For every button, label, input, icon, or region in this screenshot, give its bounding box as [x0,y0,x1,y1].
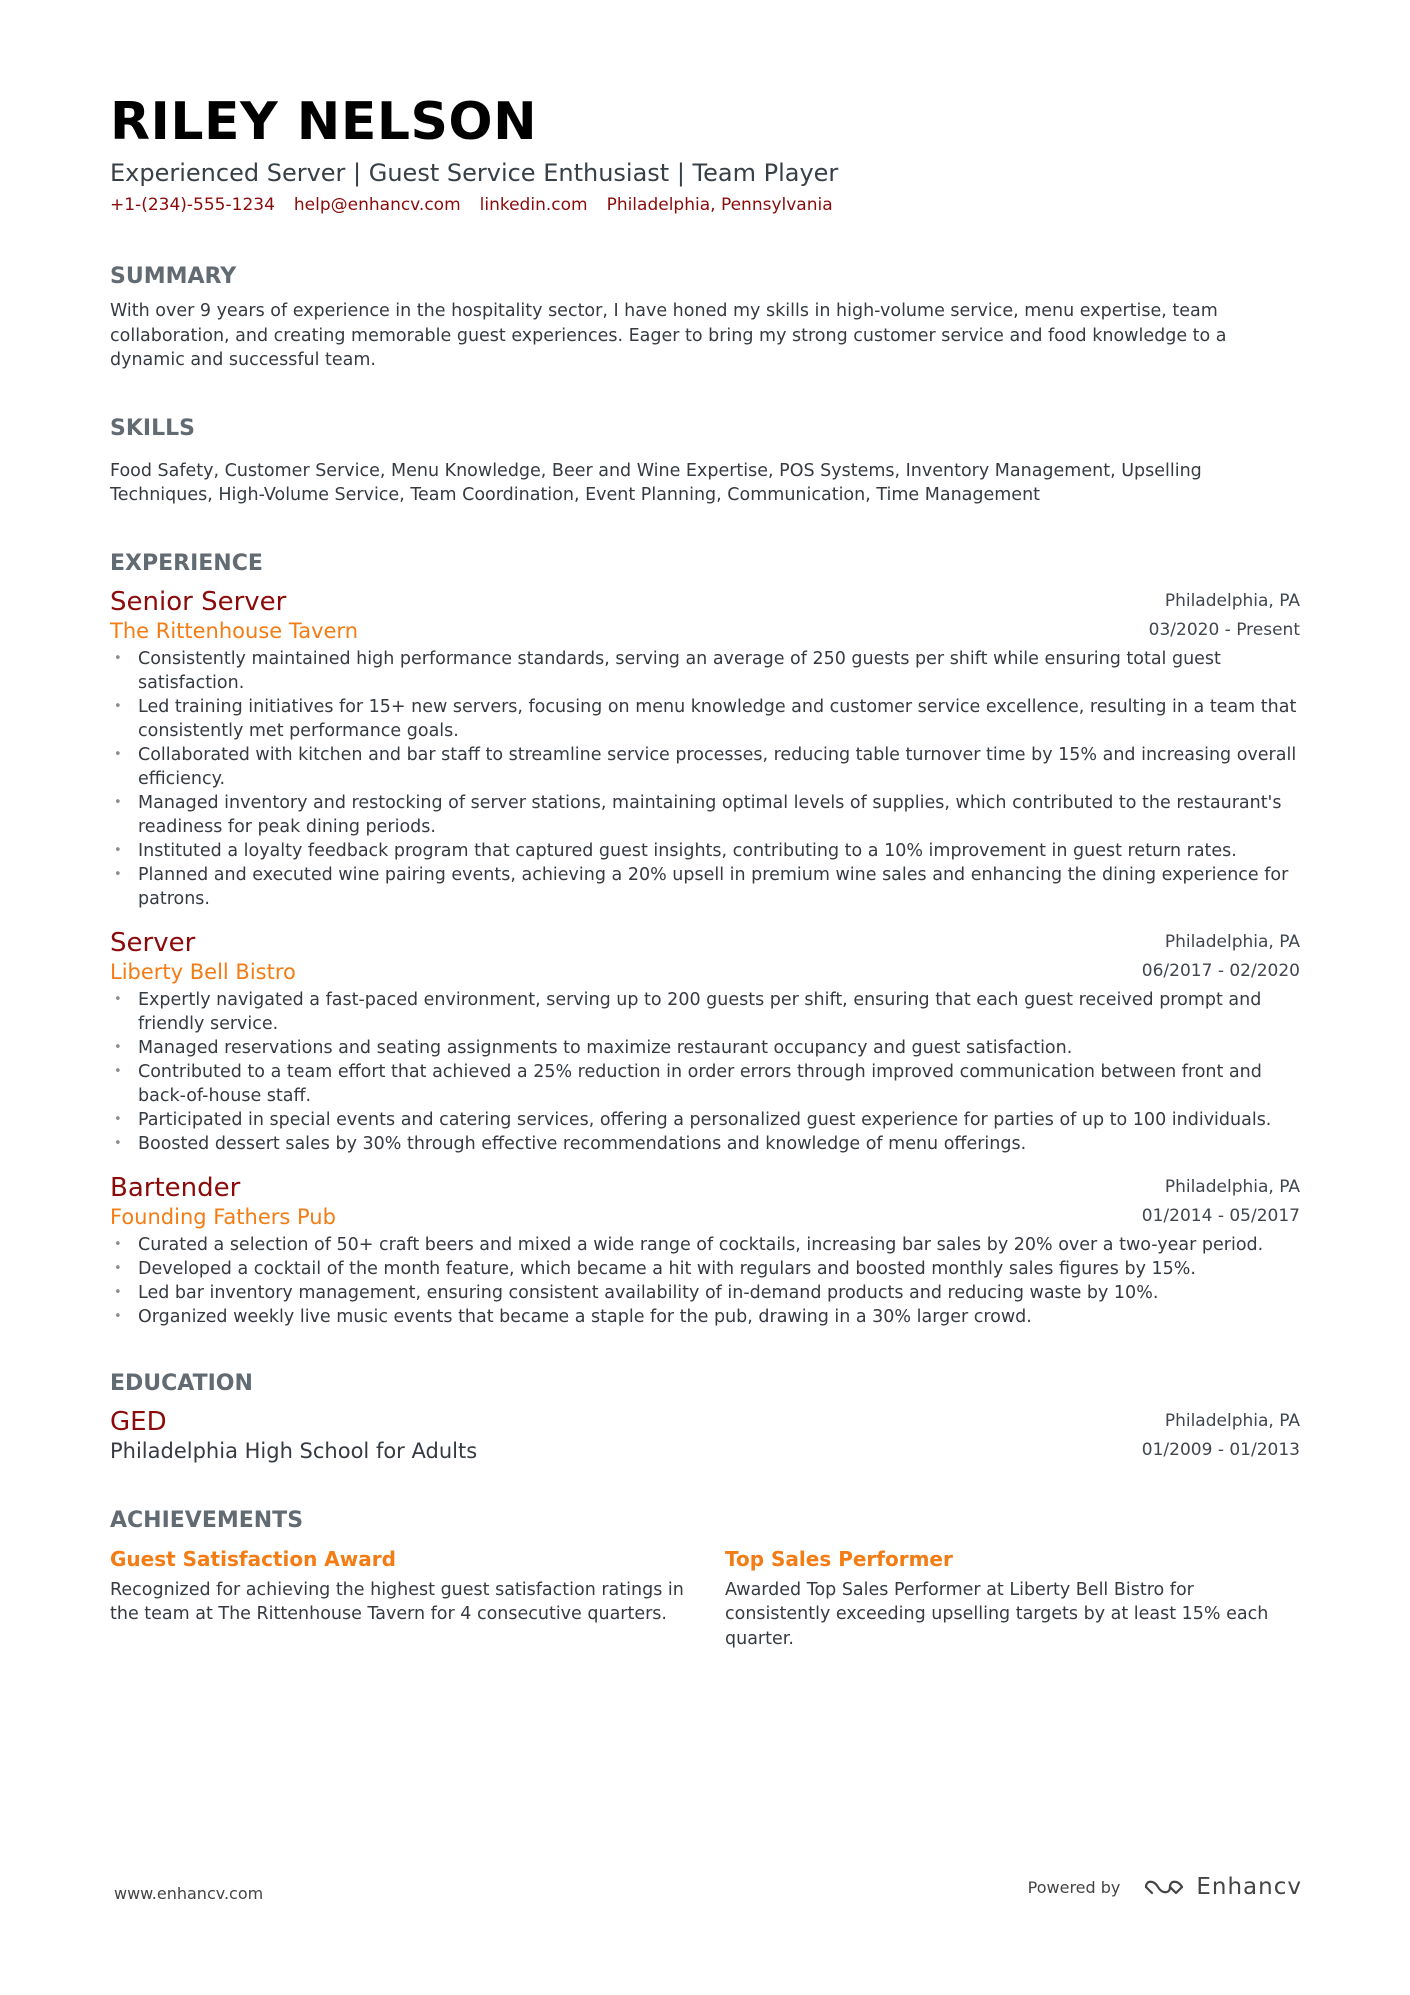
job-bullet: • Developed a cocktail of the month feature, which became a hit with regulars and boosted monthly sales figures by 15%. [110,1257,1300,1281]
job-bullet: • Collaborated with kitchen and bar staff to streamline service processes, reducing table turnover time by 15% and increasing overall efficiency. [110,743,1300,791]
achievement-title: Top Sales Performer [725,1546,953,1571]
footer-website[interactable]: www.enhancv.com [114,1884,264,1903]
job-header [110,587,1300,645]
education-section [110,1371,1300,1465]
education-title: EDUCATION [110,1370,253,1396]
achievement-text: Recognized for achieving the highest guest satisfaction ratings in the team at The Rittenhouse Tavern for 4 consecutive quarters. [110,1579,684,1624]
achievements-title: ACHIEVEMENTS [110,1507,304,1533]
job-bullets [110,988,1300,1156]
job-bullet: • Boosted dessert sales by 30% through effective recommendations and knowledge of menu offerings. [110,1132,1300,1156]
job-meta [1142,1173,1300,1231]
job-meta [1142,928,1300,986]
job-dates: 01/2014 - 05/2017 [1141,1205,1300,1226]
education-school: Philadelphia High School for Adults [110,1438,478,1463]
contact-phone[interactable]: +1-(234)-555-1234 [110,195,275,215]
job-bullet: • Curated a selection of 50+ craft beers and mixed a wide range of cocktails, increasing bar sales by 20% over a two-year period. [110,1233,1300,1257]
resume-content [110,92,1300,1651]
job-dates: 06/2017 - 02/2020 [1141,960,1300,981]
skills-title: SKILLS [110,415,195,441]
job-entry [110,928,1300,1156]
achievements-grid [110,1546,1300,1652]
job-location: Philadelphia, PA [1164,1176,1300,1197]
job-location: Philadelphia, PA [1164,590,1300,611]
job-bullet: • Consistently maintained high performance standards, serving an average of 250 guests per shift while ensuring total guest satisfaction. [110,647,1300,695]
education-entry [110,1407,1300,1465]
job-bullet: • Planned and executed wine pairing events, achieving a 20% upsell in premium wine sales and enhancing the dining experience for patrons. [110,863,1300,911]
job-company: The Rittenhouse Tavern [110,618,359,643]
job-dates: 03/2020 - Present [1148,619,1300,640]
skills-section [110,416,1300,508]
job-bullets [110,1233,1300,1329]
education-location: Philadelphia, PA [1164,1410,1300,1431]
skills-list: Food Safety, Customer Service, Menu Knowledge, Beer and Wine Expertise, POS Systems, Inventory Management, Upselling Techniques, High-Volume Service, Team Coordination, Event Planning, Communication, Time Management [110,460,1202,505]
achievement-text: Awarded Top Sales Performer at Liberty Bell Bistro for consistently exceeding upselling targets by at least 15% each quarter. [725,1579,1269,1649]
job-header [110,928,1300,986]
job-bullet: • Managed inventory and restocking of server stations, maintaining optimal levels of supplies, which contributed to the restaurant's readiness for peak dining periods. [110,791,1300,839]
candidate-name: RILEY NELSON [110,92,538,152]
enhancv-logo-icon [1142,1875,1186,1899]
resume-header [110,92,1300,216]
job-location: Philadelphia, PA [1164,931,1300,952]
job-title: Bartender [110,1172,241,1203]
job-bullet: • Managed reservations and seating assignments to maximize restaurant occupancy and guest satisfaction. [110,1036,1300,1060]
achievements-section [110,1508,1300,1652]
job-meta [1149,587,1300,645]
achievement-title: Guest Satisfaction Award [110,1546,396,1571]
job-bullet: • Organized weekly live music events that became a staple for the pub, drawing in a 30% larger crowd. [110,1305,1300,1329]
job-bullet: • Contributed to a team effort that achieved a 25% reduction in order errors through improved communication between front and back-of-house staff. [110,1060,1300,1108]
education-degree: GED [110,1406,167,1437]
candidate-tagline: Experienced Server | Guest Service Enthusiast | Team Player [110,159,839,187]
job-bullet: • Participated in special events and catering services, offering a personalized guest experience for parties of up to 100 individuals. [110,1108,1300,1132]
enhancv-brand[interactable] [1142,1874,1302,1900]
education-dates: 01/2009 - 01/2013 [1141,1439,1300,1460]
job-bullet: • Expertly navigated a fast-paced environment, serving up to 200 guests per shift, ensuring that each guest received prompt and friendly service. [110,988,1300,1036]
footer-branding [1028,1874,1302,1900]
contact-linkedin[interactable]: linkedin.com [479,195,588,215]
job-entry [110,1173,1300,1329]
summary-title: SUMMARY [110,264,237,289]
education-meta [1142,1407,1300,1465]
brand-name: Enhancv [1196,1874,1302,1900]
summary-text: With over 9 years of experience in the hospitality sector, I have honed my skills in high-volume service, menu expertise, team collaboration, and creating memorable guest experiences. Eager to bring my strong customer service and food knowledge to a dynamic and successful team. [110,301,1227,370]
job-company: Founding Fathers Pub [110,1204,336,1229]
contact-info [110,194,1300,216]
job-title: Senior Server [110,586,287,617]
job-header [110,1173,1300,1231]
contact-location: Philadelphia, Pennsylvania [606,195,833,215]
summary-section [110,264,1300,373]
job-title: Server [110,927,196,958]
experience-section [110,551,1300,1329]
job-bullets [110,647,1300,911]
contact-email[interactable]: help@enhancv.com [293,195,461,215]
achievement-item [110,1546,685,1652]
job-company: Liberty Bell Bistro [110,959,296,984]
job-bullet: • Led bar inventory management, ensuring consistent availability of in-demand products and reducing waste by 10%. [110,1281,1300,1305]
job-entry [110,587,1300,911]
powered-by-label: Powered by [1027,1877,1121,1897]
achievement-item [725,1546,1300,1652]
experience-title: EXPERIENCE [110,550,263,576]
job-bullet: • Instituted a loyalty feedback program that captured guest insights, contributing to a 10% improvement in guest return rates. [110,839,1300,863]
job-bullet: • Led training initiatives for 15+ new servers, focusing on menu knowledge and customer service excellence, resulting in a team that consistently met performance goals. [110,695,1300,743]
